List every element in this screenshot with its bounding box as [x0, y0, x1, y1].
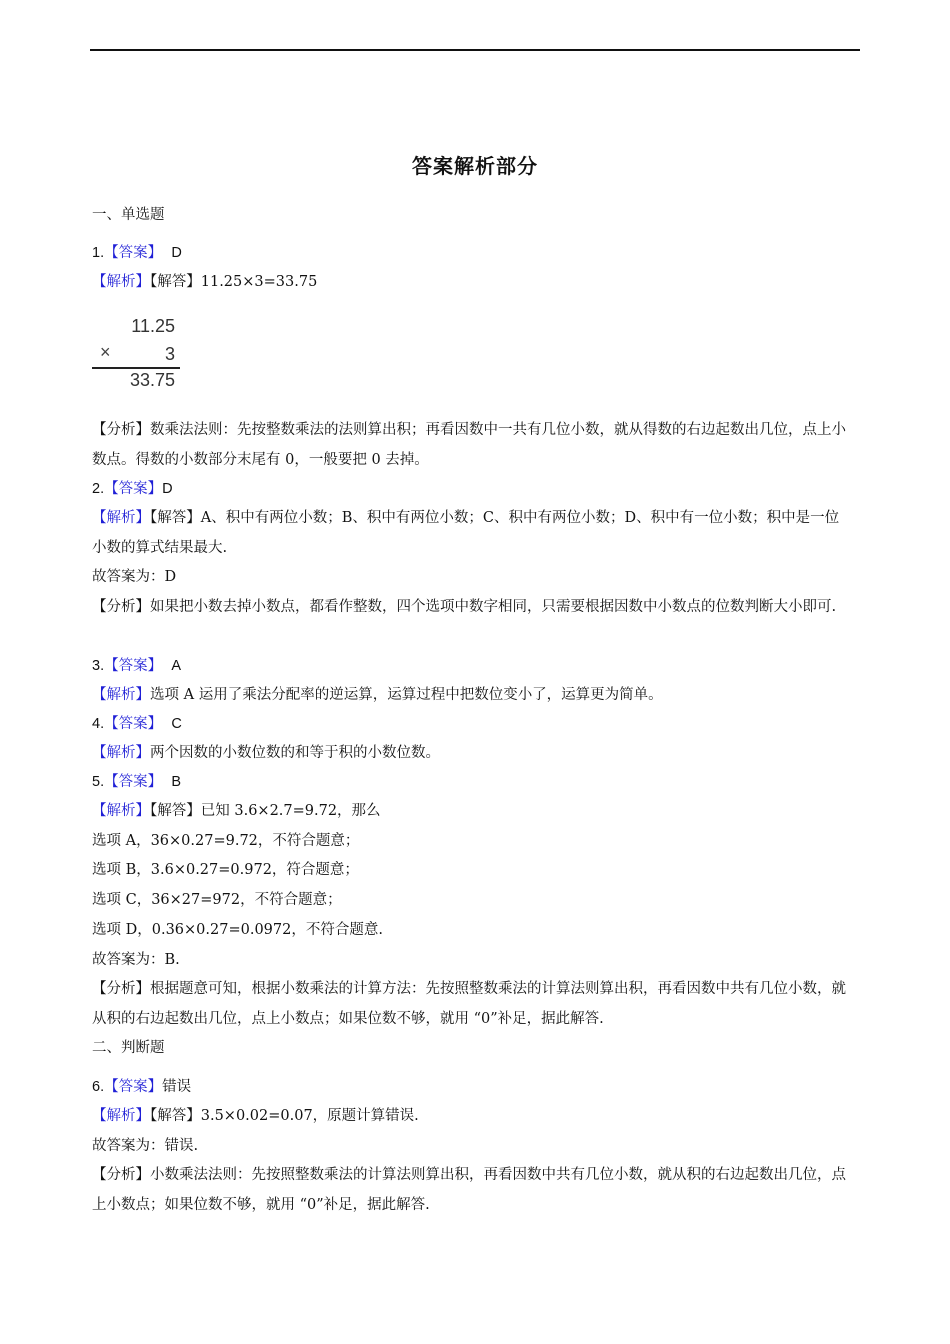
header-rule: [90, 49, 860, 51]
question-3-explain: 【解析】选项 A 运用了乘法分配率的逆运算，运算过程中把数位变小了，运算更为简单。: [92, 687, 663, 703]
question-6-analysis: 【分析】小数乘法法则：先按照整数乘法的计算法则算出积，再看因数中共有几位小数，就从积的右边起数出几位，点上小数点；如果位数不够，就用 “0”补足，据此解答.: [92, 1167, 846, 1213]
question-3-answer: 3.【答案】 A: [92, 658, 181, 674]
question-1-answer: 1.【答案】 D: [92, 245, 182, 261]
question-2-explain: 【解析】【解答】A、积中有两位小数；B、积中有两位小数；C、积中有两位小数；D、积中有一位小数；积中是一位小数的算式结果最大.: [92, 510, 840, 556]
question-6-answer: 6.【答案】错误: [92, 1079, 192, 1095]
page-title: 答案解析部分: [412, 154, 538, 178]
question-5-answer: 5.【答案】 B: [92, 774, 181, 790]
section-heading-true-false: 二、判断题: [92, 1040, 165, 1056]
question-4-answer: 4.【答案】 C: [92, 716, 182, 732]
question-2-analysis: 【分析】如果把小数去掉小数点，都看作整数，四个选项中数字相同，只需要根据因数中小数点的位数判断大小即可.: [92, 599, 837, 615]
question-5-conclusion: 故答案为：B.: [92, 952, 180, 968]
question-5-analysis: 【分析】根据题意可知，根据小数乘法的计算方法：先按照整数乘法的计算法则算出积，再看因数中共有几位小数，就从积的右边起数出几位，点上小数点；如果位数不够，就用 “0”补足，据此解答.: [92, 981, 846, 1027]
question-5-explain: 【解析】【解答】已知 3.6×2.7=9.72，那么: [92, 803, 381, 819]
question-5-option-b: 选项 B，3.6×0.27=0.972，符合题意；: [92, 862, 359, 878]
question-4-explain: 【解析】两个因数的小数位数的和等于积的小数位数。: [92, 745, 440, 761]
vertical-multiplication-figure: [92, 314, 184, 394]
multiply-sign-icon: ×: [100, 342, 111, 362]
question-5-option-d: 选项 D，0.36×0.27=0.0972，不符合题意.: [92, 922, 383, 938]
calc-divider-line: [92, 367, 180, 369]
question-1-analysis: 【分析】数乘法法则：先按整数乘法的法则算出积；再看因数中一共有几位小数，就从得数的右边起数出几位，点上小数点。得数的小数部分末尾有 0，一般要把 0 去掉。: [92, 422, 846, 468]
product: 33.75: [129, 370, 175, 390]
multiplicand: 11.25: [131, 316, 175, 336]
question-5-option-c: 选项 C，36×27=972，不符合题意；: [92, 892, 342, 908]
question-6-explain: 【解析】【解答】3.5×0.02=0.07，原题计算错误.: [92, 1108, 419, 1124]
explain-tag: 【解析】: [92, 274, 150, 290]
question-5-option-a: 选项 A，36×0.27=9.72，不符合题意；: [92, 833, 360, 849]
section-heading-single-choice: 一、单选题: [92, 207, 165, 223]
answer-tag: 【答案】: [104, 245, 163, 261]
multiplier: 3: [164, 344, 175, 364]
question-2-conclusion: 故答案为：D: [92, 569, 177, 585]
question-1-explain: 【解析】【解答】11.25×3=33.75: [92, 274, 318, 290]
question-2-answer: 2.【答案】D: [92, 481, 173, 497]
question-6-conclusion: 故答案为：错误.: [92, 1138, 199, 1154]
